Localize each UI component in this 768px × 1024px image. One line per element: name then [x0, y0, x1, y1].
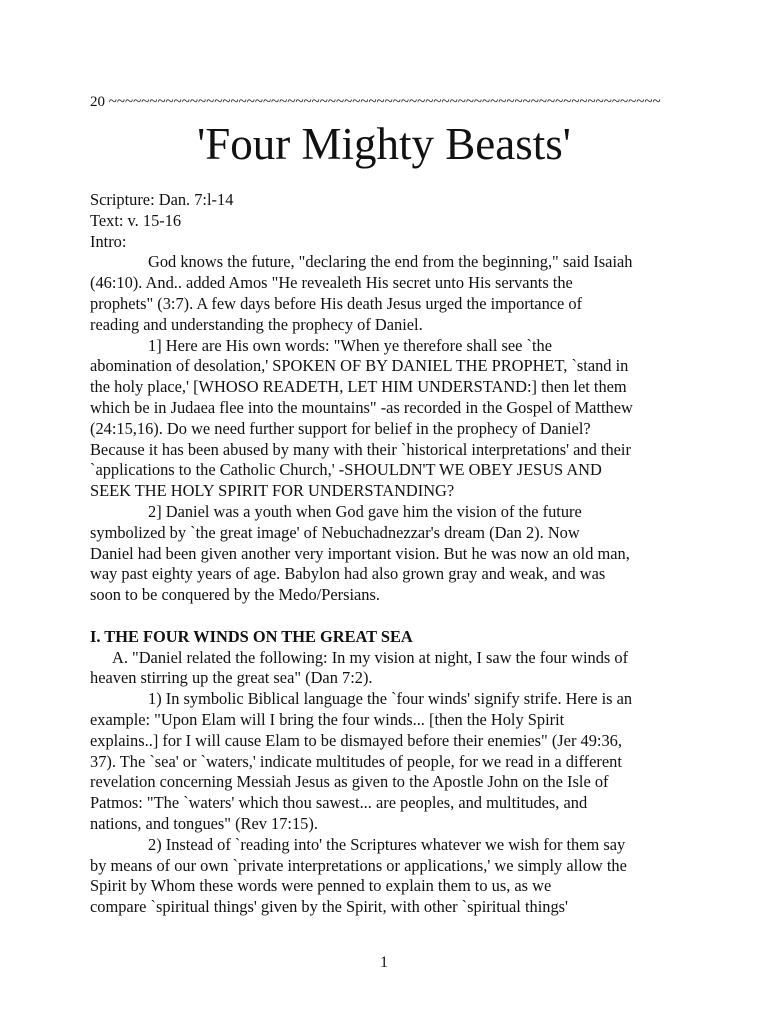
section-heading: I. THE FOUR WINDS ON THE GREAT SEA	[90, 626, 413, 646]
section-a-paragraph	[90, 648, 680, 690]
text-line: (46:10). And.. added Amos "He revealeth His secret unto His servants the	[90, 273, 573, 293]
text-line: by means of our own `private interpretations or applications,' we simply allow the	[90, 855, 627, 875]
text-line: Spirit by Whom these words were penned to explain them to us, as we	[90, 876, 552, 896]
text-line: (24:15,16). Do we need further support for belief in the prophecy of Daniel?	[90, 418, 591, 438]
text-line: `applications to the Catholic Church,' -SHOULDN'T WE OBEY JESUS AND	[90, 460, 602, 480]
text-line: heaven stirring up the great sea" (Dan 7:2).	[90, 668, 373, 688]
text-line: reading and understanding the prophecy of Daniel.	[90, 314, 423, 334]
text-line: example: "Upon Elam will I bring the four winds... [then the Holy Spirit	[90, 709, 565, 729]
text-line: the holy place,' [WHOSO READETH, LET HIM UNDERSTAND:] then let them	[90, 377, 627, 397]
text-line: SEEK THE HOLY SPIRIT FOR UNDERSTANDING?	[90, 481, 455, 501]
text-line: compare `spiritual things' given by the Spirit, with other `spiritual things'	[90, 897, 568, 917]
point-2-paragraph	[90, 502, 680, 606]
text-line: nations, and tongues" (Rev 17:15).	[90, 813, 318, 833]
text-line: 2) Instead of `reading into' the Scriptures whatever we wish for them say	[148, 834, 626, 854]
text-line: Daniel had been given another very important vision. But he was now an old man,	[90, 543, 630, 563]
text-line: which be in Judaea flee into the mountains" -as recorded in the Gospel of Matthew	[90, 397, 633, 417]
header-page-number: 20	[90, 94, 105, 110]
point-1-paragraph	[90, 336, 680, 502]
page-title: 'Four Mighty Beasts'	[197, 119, 571, 169]
text-line: 2] Daniel was a youth when God gave him the vision of the future	[148, 501, 582, 521]
text-line: symbolized by `the great image' of Nebuchadnezzar's dream (Dan 2). Now	[90, 522, 580, 542]
intro-paragraph	[90, 252, 680, 335]
text-line: prophets" (3:7). A few days before His death Jesus urged the importance of	[90, 293, 583, 313]
document-body	[90, 190, 680, 918]
text-line: A. "Daniel related the following: In my vision at night, I saw the four winds of	[112, 647, 629, 667]
text-line: way past eighty years of age. Babylon had also grown gray and weak, and was	[90, 564, 606, 584]
text-line: Because it has been abused by many with their `historical interpretations' and their	[90, 439, 631, 459]
page-header	[90, 94, 661, 111]
text-line: 37). The `sea' or `waters,' indicate multitudes of people, for we read in a different	[90, 751, 622, 771]
text-reference: Text: v. 15-16	[90, 210, 182, 230]
subpoint-1-paragraph	[90, 689, 680, 835]
scripture-reference: Scripture: Dan. 7:l-14	[90, 190, 234, 209]
text-line: revelation concerning Messiah Jesus as given to the Apostle John on the Isle of	[90, 772, 609, 792]
text-line: 1) In symbolic Biblical language the `four winds' signify strife. Here is an	[148, 689, 633, 709]
header-tilde-rule: ~~~~~~~~~~~~~~~~~~~~~~~~~~~~~~~~~~~~~~~~~~~~~~~~~~~~~~~~~~~~~~~~~~~~	[108, 94, 661, 110]
subpoint-2-paragraph	[90, 835, 680, 918]
paragraph-gap	[90, 606, 680, 627]
text-line: 1] Here are His own words: "When ye therefore shall see `the	[148, 335, 553, 355]
intro-label: Intro:	[90, 231, 127, 251]
text-line: abomination of desolation,' SPOKEN OF BY DANIEL THE PROPHET, `stand in	[90, 356, 629, 376]
footer-page-number: 1	[380, 954, 388, 971]
text-line: God knows the future, "declaring the end from the beginning," said Isaiah	[148, 252, 633, 272]
text-line: Patmos: "The `waters' which thou sawest... are peoples, and multitudes, and	[90, 793, 588, 813]
text-line: explains..] for I will cause Elam to be dismayed before their enemies" (Jer 49:36,	[90, 730, 622, 750]
text-line: soon to be conquered by the Medo/Persians.	[90, 585, 380, 605]
